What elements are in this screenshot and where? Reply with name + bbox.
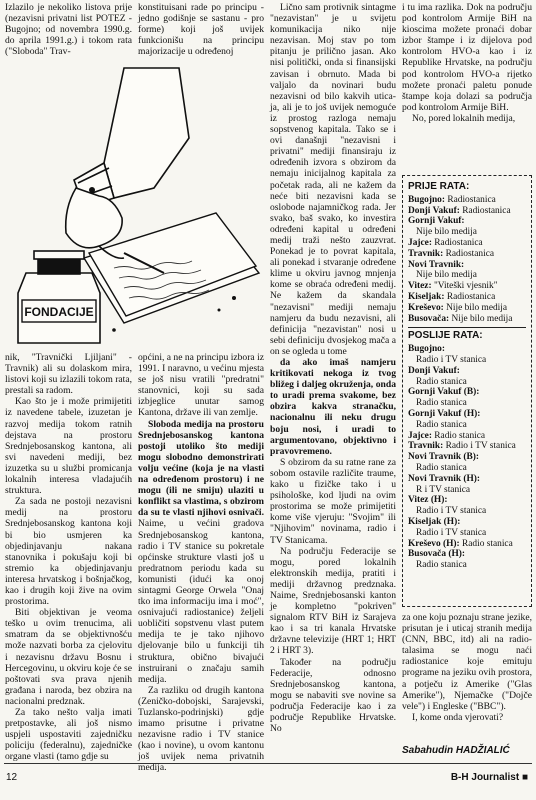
paragraph: Za sada ne postoji nezavisni medij na prostoru Srednjebosanskog kantona koji bi bio usmjeren ka objedinjavanju nakana stanovnika i pokušaju koji bi stremio ka objedinjavanju interesa hrvatskog i bošnjačkog, kao i drugih koji žive na ovim prostorima. [5, 496, 132, 608]
column-1-top [5, 2, 132, 66]
media-entry [416, 377, 526, 388]
city-name: Jajce: [408, 430, 432, 441]
media-value: Radiostanica [459, 205, 511, 216]
city-name: Busovača: [408, 313, 450, 324]
paragraph: I, kome onda vjerovati? [412, 711, 504, 723]
page-number: 12 [6, 772, 18, 783]
city-name: Kiseljak: [408, 291, 445, 302]
media-entry [416, 398, 526, 409]
after-war-heading: POSLIJE RATA: [408, 330, 483, 342]
paragraph: Na području Federacije se mogu, pored lokalnih elektronskih medija, pratiti i mediji državnog predznaka. Naime, Srednjebosanski kanton je kompletno "pokriven" signalom RTV BiH iz Sarajeva kao i sa tri kanala Hrvatske državne televizije (HRT 1; HRT 2 i HRT 3). [270, 545, 396, 657]
media-value: Nije bilo medija [449, 313, 513, 324]
media-entry [408, 517, 526, 528]
media-entry [408, 474, 526, 485]
paragraph: Biti objektivan je veoma teško u ovim trenucima, ali smatram da se objektivnošću može nazvati borba za cjelovitu i nezavisnu državu Bosnu i Hercegovinu, u okviru koje će se poštovati sva prava njenih građana i naroda, bez obzira na nacionalni predznak. [5, 607, 132, 707]
media-value: Radio stanica [416, 560, 467, 571]
media-entry [408, 539, 526, 550]
city-name: Gornji Vakuf (H): [408, 408, 481, 419]
city-name: Kreševo (H): [408, 538, 460, 549]
paragraph: nik, "Travnički Ljiljani" - Travnik) ali su dolaskom mira, listovi koji su izlazili tokom rata, prestali sa radom. [5, 352, 132, 397]
city-name: Busovača (H): [408, 549, 466, 560]
media-entry [408, 260, 526, 271]
city-name: Novi Travnik: [408, 259, 465, 270]
media-value: Nije bilo medija [416, 270, 477, 281]
paragraph: Za razliku od drugih kantona (Zeničko-dobojski, Sarajevski, Tuzlansko-podrinjski) gdje imamo prisutne i privatne nezavisne radio i TV stanice (kao i novine), u ovom kantonu još uvijek nema privatnih medija. [138, 684, 264, 774]
media-value: Radio stanica [459, 538, 513, 549]
city-name: Donji Vakuf: [408, 205, 460, 216]
city-name: Gornji Vakuf (B): [408, 387, 480, 398]
box-divider [408, 327, 526, 328]
media-entry [408, 431, 526, 442]
media-entry [416, 463, 526, 474]
paragraph: Za tako nešto valja imati pretpostavke, ali još nismo uspjeli uspostaviti zajedničku policiju (federalnu), zajedničke organe vlasti (tamo gdje su [5, 707, 132, 763]
city-name: Novi Travnik (B): [408, 452, 480, 463]
media-entry [408, 366, 526, 377]
bottle-label: FONDACIJE [24, 305, 94, 319]
paragraph-text: Naime, u većini gradova Srednjebosanskog kantona, radio i TV stanice su pokretale općinske strukture vlasti još u predratnom periodu kada su komunisti (idući ka onoj sintagmi George Orwela "Onaj tko ima informaciju ima i moć", osnivajući radiostanice) željeli uobličiti sopstvenu vlast putem medija te je tako njihovo djelovanje bilo u funkciji tih struktura, obično bivajući instruirani o značaju samih medija. [138, 518, 264, 685]
paragraph: S obzirom da su ratne rane za sobom ostavile različite traume, kako u fizičke tako i u psihološke, kod ljudi na ovim prostorima se može primijetiti kome više vjeruju: "Svojim" ili "Njihovim" novinama, radio i TV Stanicama. [270, 456, 396, 546]
media-entry [408, 441, 526, 452]
media-entry [416, 420, 526, 431]
media-entry [408, 195, 526, 206]
paragraph: No, pored lokalnih medija, [412, 112, 516, 124]
media-value: Nije bilo medija [416, 227, 477, 238]
media-value: Radio stanica [416, 376, 467, 387]
column-3 [270, 2, 396, 760]
media-entry [416, 270, 526, 281]
media-value: R i TV stanica [416, 484, 471, 495]
column-4-top [402, 2, 532, 172]
media-value: Radio i TV stanica [416, 506, 487, 517]
footer-rule [4, 763, 532, 764]
media-entry [408, 249, 526, 260]
media-entry [408, 344, 526, 355]
media-entry [408, 549, 526, 560]
media-entry [408, 387, 526, 398]
paragraph: konstituisani rade po principu - jedno godišnje se sastanu - pro forme) koji još uvijek funkcionišu na principu majorizacije u određenoj [138, 2, 264, 58]
city-name: Kiseljak (H): [408, 516, 461, 527]
after-war-list [408, 344, 526, 571]
before-war-heading: PRIJE RATA: [408, 181, 470, 192]
column-4-bottom [402, 612, 532, 742]
media-value: Radio i TV stanica [416, 354, 487, 365]
city-name: Travnik: [408, 441, 444, 452]
city-name: Jajce: [408, 237, 432, 248]
before-war-list [408, 195, 526, 325]
media-entry [408, 281, 526, 292]
city-name: Bugojno: [408, 194, 445, 205]
media-value: Radiostanica [431, 237, 483, 248]
media-value: Radio stanica [416, 419, 467, 430]
paragraph [138, 419, 264, 685]
media-entry [416, 560, 526, 571]
cartoon-illustration [4, 68, 262, 350]
paragraph: za one koju poznaju strane jezike, prisutan je i uticaj stranih medija (CNN, BBC, itd) ali na radio-talasima se mogu naći radiostanice koje emituju programe na jeziku ovih prostora, a potječu iz Amerike ("Glas Amerike"), Njemačke ("Dojče vele") i Engleske ("BBC"). [402, 612, 532, 712]
paragraph: Također na području Federacije, odnosno Srednjebosanskog kantona, mogu se nabaviti sve novine sa područja Federacije kao i za područje Republike Hrvatske. No [270, 656, 396, 735]
media-value: Radio i TV stanica [416, 527, 487, 538]
city-name: Travnik: [408, 248, 444, 259]
media-entry [408, 409, 526, 420]
city-name: Donji Vakuf: [408, 365, 460, 376]
paragraph: Izlazilo je nekoliko listova prije (nezavisni privatni list POTEZ - Bugojno; od novembra 1990.g. do aprila 1991.g.) i tokom rata ("Sloboda" Trav- [5, 2, 132, 58]
bold-text: da ako imaš namjeru kritikovati nekoga iz tvog bližeg i daljeg okruženja, onda to uradi prema svakome, bez obzira kakva stranačku, nacionalnu ili neku drugu boju nosi, i uradi to argumentovano, objektivno i pravovremeno. [270, 357, 396, 457]
media-value: Radio i TV stanica [443, 441, 516, 452]
media-value: Radiostanica [445, 194, 496, 205]
column-1-bottom [5, 352, 132, 763]
paragraph: Kao što je i može primijetiti iz navedene tabele, izuzetan je razvoj medija tokom ratnih dejstava na prostoru Srednjebosanskog kantona, ali svi navedeni mediji, bez izuzetka su u službi promicanja lokalnih interesa vladajućih struktura. [5, 396, 132, 497]
city-name: Vitez (H): [408, 495, 448, 506]
city-name: Kreševo: [408, 302, 444, 313]
media-entry [408, 238, 526, 249]
paragraph: i tu ima razlika. Dok na području pod kontrolom Armije BiH na kioscima možete pronaći dobar izbor štampe i iz dijelova pod kontrolom HVO-a kao i iz Republike Hrvatske, na području pod kontrolom HVO-a rijetko možete pronaći paletu ponude štampe koja dolazi sa područja pod kontrolom Armije BiH. [402, 2, 532, 113]
media-entry [416, 506, 526, 517]
media-entry [416, 485, 526, 496]
column-2-top [138, 2, 264, 66]
media-entry [416, 528, 526, 539]
media-entry [416, 355, 526, 366]
media-entry [408, 495, 526, 506]
column-2-bottom [138, 352, 265, 774]
city-name: Bugojno: [408, 344, 445, 355]
media-entry [416, 227, 526, 238]
media-value: Radio stanica [416, 398, 467, 409]
paragraph: Lično sam protivnik sintagme "nezavistan" je u svijetu komunikacija niko nije nezavisan. Moj stav po tom pitanju je prilično jasan. Ako nisi politički, onda si finansijski zavisan i obrnuto. Mada bi valjalo da novinari budu nezavisni od bilo kakvih utica-ja, ali je to još uvijek nemoguće iz prostog razloga nemaju sopstvenog kapitala. Tako se i ovi današnji "nezavisni i privatni" mediji finansiraju iz određenih izvora s obzirom da nemaju inicijalnog kapitala za početak rada, ali ne kažem da neće biti nezavisni kada se oslobode najamničkog rada. Jer svako, baš svako, ko investira određeni kapital u određeni medij traži nešto zauzvrat. Ponekad je to povrat kapitala, ali ponekad i stvaranje određene klime u okviru javnog mnjenja kome se obraća određeni medij. Ne kažem da skandala "nezavisni" mediji nemaju namjeru da budu nezavisni, ali definicija "nezavistan" nosi u sebi definiciju dvosjekog mača a on se ogleda u tome [270, 2, 396, 357]
media-entry [408, 206, 526, 217]
media-entry [408, 452, 526, 463]
city-name: Gornji Vakuf: [408, 216, 465, 227]
media-value: Radiostanica [444, 291, 496, 302]
bold-text: Sloboda medija na prostoru Srednjebosanskog kantona postoji utoliko što mediji mogu slobodno demonstrirati volju većine (koja je na vlasti na određenom prostoru) i ne mogu (ili ne smiju) ulaziti u konflikt sa vlastima, s obzirom da su te vlasti njihovi osnivači. [138, 418, 264, 519]
media-value: Nije bilo medija [443, 302, 508, 313]
media-list-box [402, 175, 532, 607]
media-value: "Viteški vjesnik" [431, 281, 498, 292]
media-entry [408, 292, 526, 303]
media-entry [408, 314, 526, 325]
media-value: Radio stanica [416, 462, 467, 473]
media-entry [408, 303, 526, 314]
media-entry [408, 216, 526, 227]
paragraph: općini, a ne na principu izbora iz 1991. I naravno, u većinu mjesta se još nisu vratili "predratni" stanovnici, koji su sada izbjeglice unutar samog Kantona, države ili van zemlje. [138, 352, 265, 419]
publication-name: B-H Journalist ■ [450, 772, 528, 783]
media-value: Radio stanica [431, 430, 486, 441]
paragraph [270, 357, 396, 457]
city-name: Vitez: [408, 281, 432, 292]
author-signature: Sabahudin HADŽIALIĆ [402, 745, 510, 756]
city-name: Novi Travnik (H): [408, 473, 481, 484]
media-value: Radiostanica [443, 248, 495, 259]
